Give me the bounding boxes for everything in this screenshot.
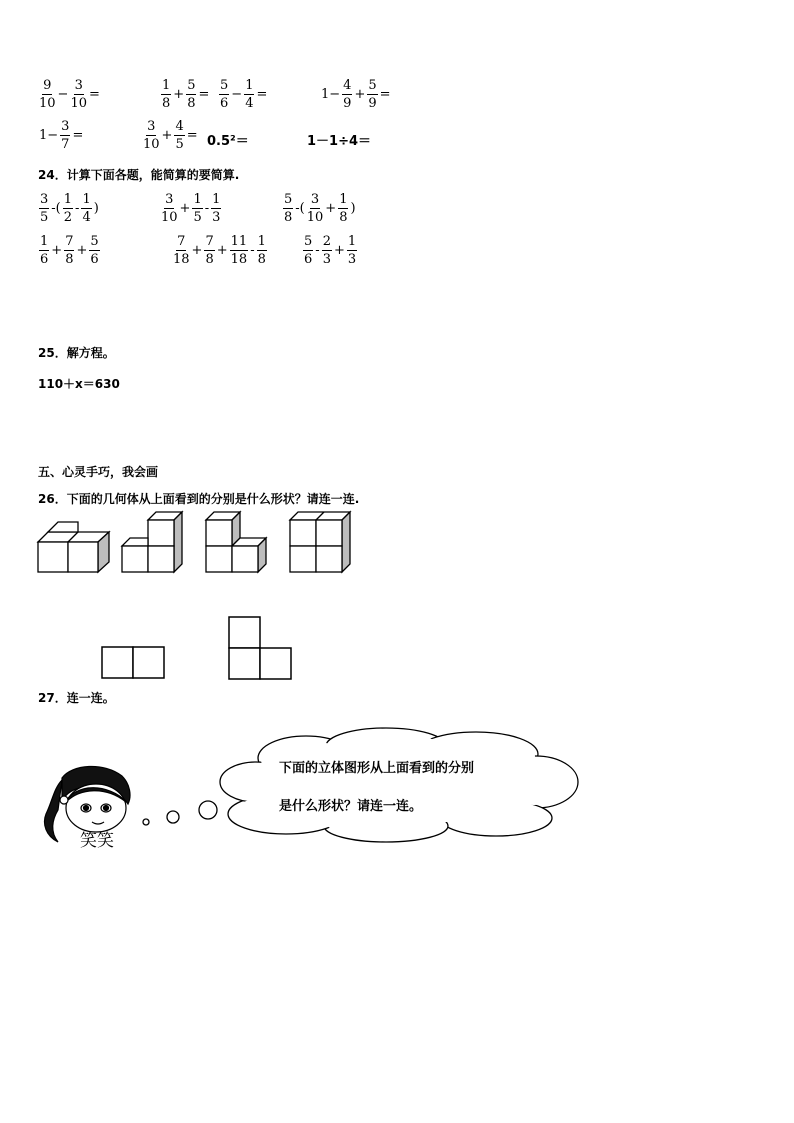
fraction [39, 79, 56, 110]
operator: = [198, 87, 210, 102]
numerator: 5 [284, 192, 293, 207]
operator: = [186, 128, 198, 143]
denominator: 6 [40, 252, 49, 267]
fraction [338, 193, 348, 224]
denominator: 10 [161, 210, 178, 225]
q23-expr [160, 79, 210, 110]
operator: = [72, 128, 84, 143]
fraction [161, 79, 171, 110]
denominator: 10 [39, 96, 56, 111]
numerator: 1 [257, 234, 266, 249]
cloud-text-line2: 是什么形状？请连一连。 [279, 799, 423, 814]
operator: + [76, 243, 88, 258]
operator: = [89, 87, 100, 102]
fraction [143, 120, 160, 151]
q23-expr [306, 130, 372, 149]
q24-expr [38, 235, 101, 266]
fraction [192, 193, 202, 224]
denominator: 18 [230, 252, 248, 267]
fraction [211, 193, 221, 224]
fraction [204, 235, 214, 266]
fraction [257, 235, 267, 266]
solid-figure-2 [122, 512, 192, 582]
solid-figure-1 [36, 528, 106, 578]
fraction [81, 193, 91, 224]
numerator: 9 [43, 78, 52, 93]
solid-figure-4 [290, 512, 360, 582]
operator: -( [51, 201, 61, 216]
numerator: 11 [230, 234, 248, 249]
denominator: 5 [193, 210, 202, 225]
fraction [219, 79, 229, 110]
numerator: 1 [339, 192, 348, 207]
operator: + [161, 128, 173, 143]
q23-expr [218, 79, 268, 110]
numerator: 1 [212, 192, 221, 207]
fraction [63, 193, 73, 224]
numerator: 1 [347, 234, 357, 249]
denominator: 8 [257, 252, 266, 267]
numerator: 3 [147, 119, 156, 134]
solid-figure-3 [206, 512, 276, 582]
operator: ) [93, 201, 99, 216]
q25-equation: 110＋x＝630 [38, 377, 120, 391]
fraction [307, 193, 324, 224]
operator: + [216, 243, 228, 258]
numerator: 5 [304, 234, 313, 249]
fraction [342, 79, 352, 110]
numerator: 7 [205, 234, 214, 249]
numerator: 1 [40, 234, 49, 249]
fraction [230, 235, 249, 266]
fraction [186, 79, 196, 110]
numerator: 4 [175, 119, 184, 134]
character-label: 笑笑 [80, 831, 114, 851]
fraction [174, 120, 184, 151]
operator: - [75, 201, 80, 216]
numerator: 5 [220, 78, 229, 93]
fraction [244, 79, 254, 110]
q23-expr [206, 130, 250, 149]
q24-expr [302, 235, 358, 266]
numerator: 3 [310, 192, 320, 207]
operator: + [333, 243, 345, 258]
denominator: 10 [306, 210, 324, 225]
operator: - [204, 201, 210, 216]
q23-expr [142, 120, 199, 151]
operator: 1− [39, 128, 59, 143]
operator: + [325, 201, 337, 216]
denominator: 6 [304, 252, 313, 267]
numerator: 3 [61, 119, 70, 134]
operator: + [191, 243, 203, 258]
fraction [39, 193, 49, 224]
numerator: 3 [40, 192, 49, 207]
denominator: 3 [322, 252, 331, 267]
denominator: 10 [70, 96, 87, 111]
denominator: 5 [40, 210, 49, 225]
denominator: 4 [245, 96, 254, 111]
operator: ) [350, 201, 356, 216]
numerator: 3 [74, 78, 83, 93]
q24-expr [160, 193, 222, 224]
numerator: 1 [63, 192, 73, 207]
numerator: 4 [343, 78, 352, 93]
denominator: 8 [187, 96, 196, 111]
operator: + [173, 87, 185, 102]
thought-cloud [216, 726, 586, 846]
numerator: 1 [82, 192, 91, 207]
q27-title: 27．连一连。 [38, 691, 115, 705]
operator: + [51, 243, 63, 258]
denominator: 9 [343, 96, 352, 111]
denominator: 8 [65, 252, 74, 267]
q24-expr [38, 193, 100, 224]
bold-expression: 1－1÷4＝ [307, 134, 372, 149]
fraction [347, 235, 357, 266]
operator: - [250, 243, 255, 258]
fraction [367, 79, 377, 110]
q24-title: 24．计算下面各题，能简算的要简算. [38, 168, 240, 182]
fraction [173, 235, 190, 266]
operator: 1− [321, 87, 341, 102]
operator: = [256, 87, 268, 102]
q26-title: 26．下面的几何体从上面看到的分别是什么形状？请连一连. [38, 492, 360, 506]
denominator: 3 [212, 210, 221, 225]
fraction [161, 193, 178, 224]
numerator: 1 [162, 78, 171, 93]
fraction [70, 79, 87, 110]
numerator: 5 [187, 78, 196, 93]
operator: = [379, 87, 391, 102]
denominator: 8 [284, 210, 293, 225]
fraction [283, 193, 293, 224]
top-view-l-shape [228, 616, 294, 680]
denominator: 5 [175, 137, 184, 152]
denominator: 4 [82, 210, 91, 225]
q23-expr [320, 79, 392, 110]
operator: - [315, 243, 320, 258]
operator: − [231, 87, 243, 102]
denominator: 10 [143, 137, 160, 152]
denominator: 9 [368, 96, 377, 111]
fraction [39, 235, 49, 266]
bold-expression: 0.5²＝ [207, 134, 249, 149]
denominator: 7 [61, 137, 70, 152]
q24-expr [282, 193, 357, 224]
numerator: 5 [368, 78, 377, 93]
denominator: 8 [162, 96, 171, 111]
top-view-two-squares [101, 646, 167, 680]
operator: − [57, 87, 69, 102]
numerator: 3 [165, 192, 174, 207]
numerator: 5 [90, 234, 99, 249]
numerator: 1 [245, 78, 254, 93]
denominator: 2 [63, 210, 73, 225]
denominator: 18 [173, 252, 190, 267]
numerator: 7 [65, 234, 74, 249]
denominator: 6 [220, 96, 229, 111]
fraction [322, 235, 332, 266]
q23-expr [38, 79, 101, 110]
q25-title: 25．解方程。 [38, 346, 115, 360]
numerator: 7 [177, 234, 186, 249]
thought-bubbles [140, 796, 220, 836]
operator: + [179, 201, 191, 216]
q23-expr [38, 120, 84, 151]
denominator: 8 [205, 252, 214, 267]
q24-expr [172, 235, 268, 266]
fraction [89, 235, 99, 266]
fraction [64, 235, 74, 266]
operator: + [354, 87, 366, 102]
denominator: 6 [90, 252, 99, 267]
denominator: 8 [339, 210, 348, 225]
operator: -( [295, 201, 305, 216]
section-5-title: 五、心灵手巧，我会画 [38, 465, 159, 479]
cloud-text-line1: 下面的立体图形从上面看到的分别 [279, 761, 475, 776]
numerator: 2 [322, 234, 331, 249]
fraction [60, 120, 70, 151]
denominator: 3 [347, 252, 357, 267]
numerator: 1 [193, 192, 202, 207]
fraction [303, 235, 313, 266]
